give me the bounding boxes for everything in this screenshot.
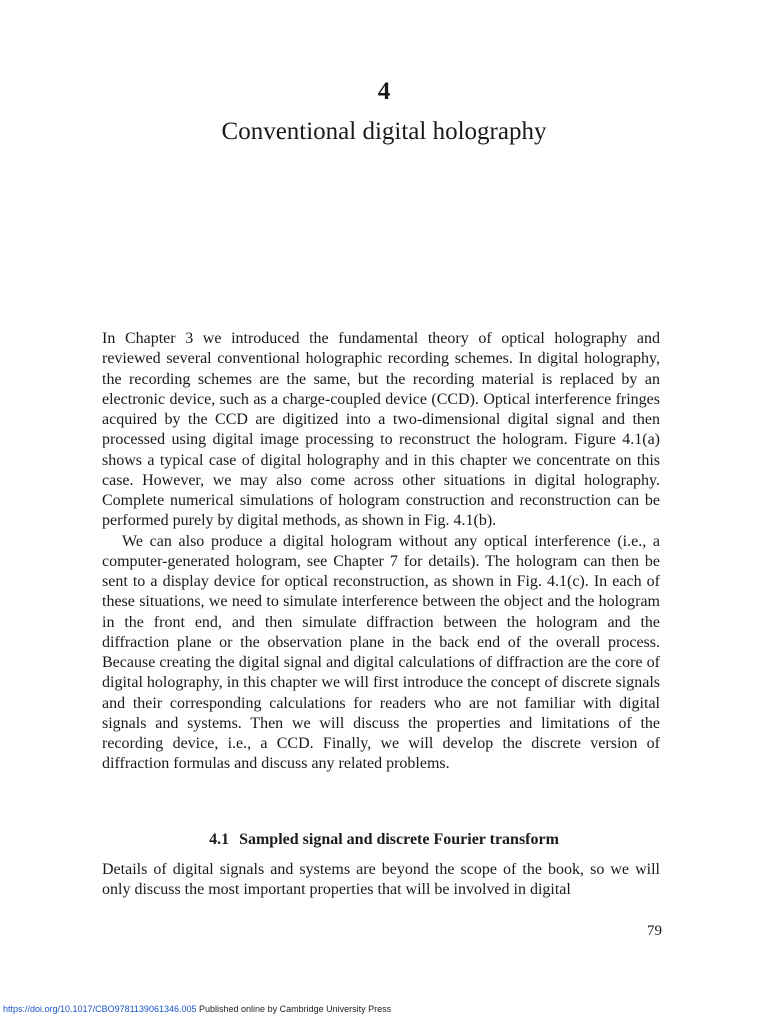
chapter-intro [102, 329, 660, 775]
section-number: 4.1 [209, 831, 230, 848]
intro-paragraph-2: We can also produce a digital hologram without any optical interference (i.e., a computer-generated hologram, see Chapter 7 for details). The hologram can then be sent to a display device for optical reconstruction, as shown in Fig. 4.1(c). In each of these situations, we need to simulate interference between the object and the hologram in the front end, and then simulate diffraction between the hologram and the diffraction plane or the observation plane in the back end of the overall process. Because creating the digital signal and digital calculations of diffraction are the core of digital holography, in this chapter we will first introduce the concept of discrete signals and their corresponding calculations for readers who are not familiar with digital signals and systems. Then we will discuss the properties and limitations of the recording device, i.e., a CCD. Finally, we will develop the discrete version of diffraction formulas and discuss any related problems. [102, 532, 660, 773]
section-paragraph-1: Details of digital signals and systems are beyond the scope of the book, so we will only discuss the most important properties that will be involved in digital [102, 861, 660, 899]
footer [3, 1004, 391, 1014]
section-heading [0, 831, 768, 849]
chapter-title: Conventional digital holography [221, 118, 547, 145]
doi-link[interactable]: https://doi.org/10.1017/CBO9781139061346.005 [3, 1004, 197, 1014]
intro-paragraph-1: In Chapter 3 we introduced the fundamental theory of optical holography and reviewed several conventional holographic recording schemes. In digital holography, the recording schemes are the same, but the recording material is replaced by an electronic device, such as a charge-coupled device (CCD). Optical interference fringes acquired by the CCD are digitized into a two-dimensional digital signal and then processed using digital image processing to reconstruct the hologram. Figure 4.1(a) shows a typical case of digital holography and in this chapter we concentrate on this case. However, we may also come across other situations in digital holography. Complete numerical simulations of hologram construction and reconstruction can be performed purely by digital methods, as shown in Fig. 4.1(b). [102, 330, 660, 530]
section-body [102, 860, 660, 901]
section-title: Sampled signal and discrete Fourier transform [239, 831, 559, 848]
page-number: 79 [647, 923, 662, 939]
chapter-number: 4 [377, 78, 391, 105]
publisher-note: Published online by Cambridge University Press [199, 1004, 392, 1014]
